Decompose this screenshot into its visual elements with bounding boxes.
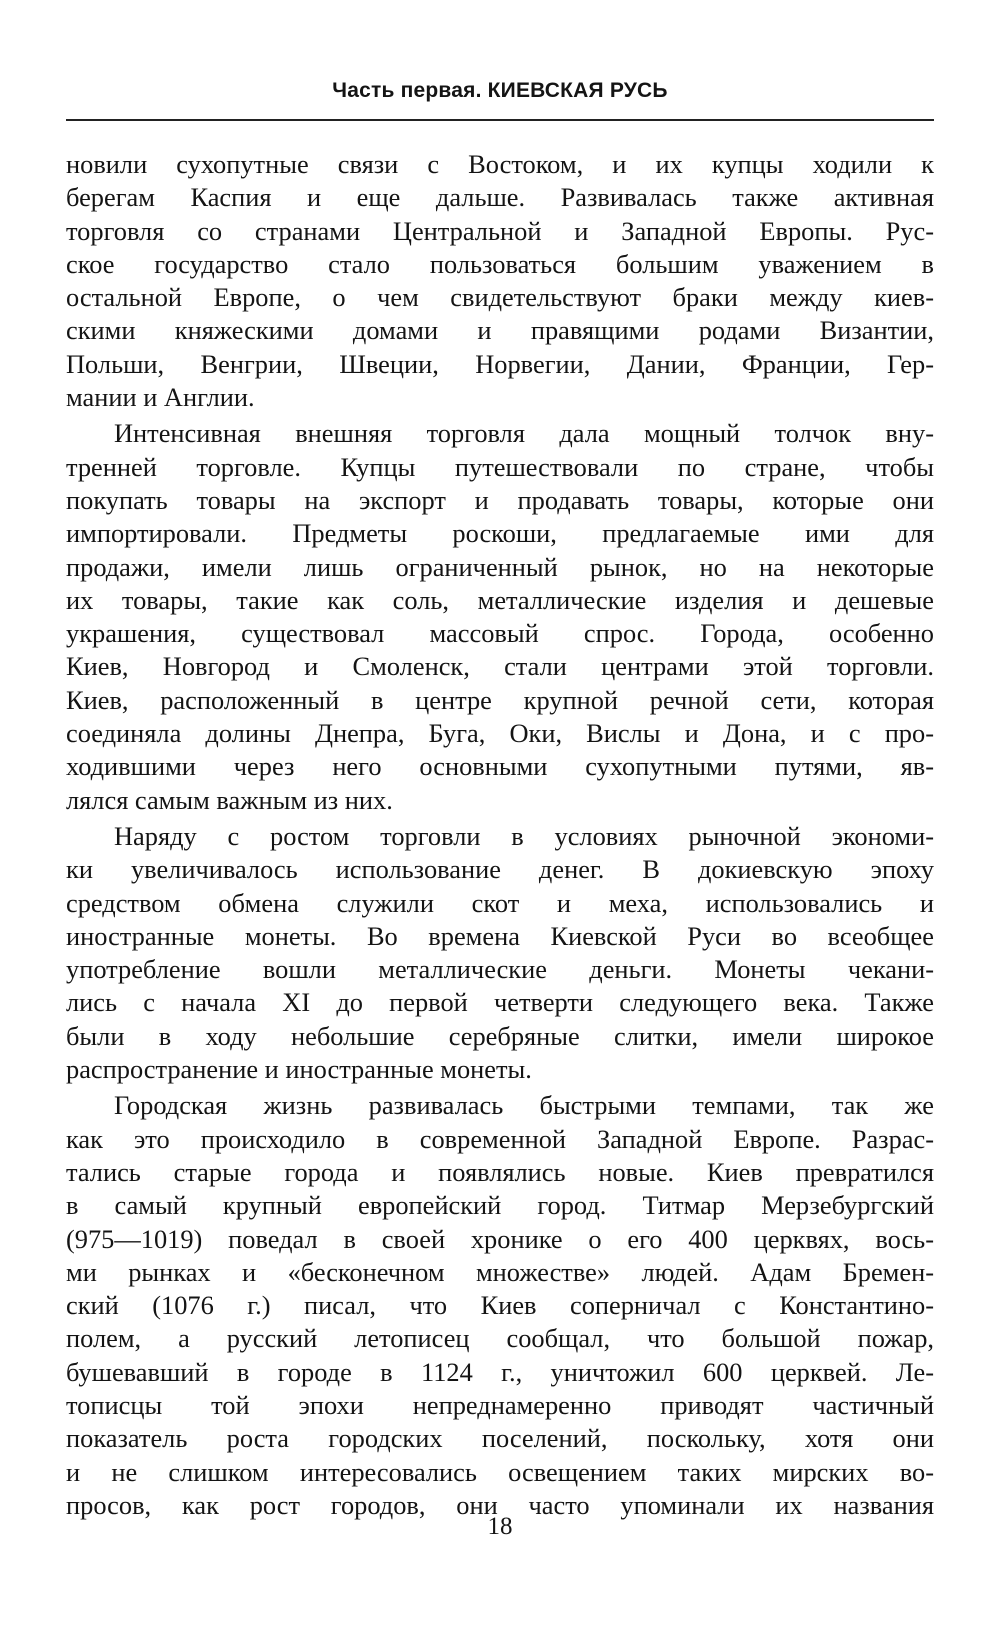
paragraph-2 bbox=[66, 417, 934, 817]
text-line: остальной Европе, о чем свидетельствуют браки между киев- bbox=[66, 282, 934, 313]
text-line: ходившими через него основными сухопутными путями, яв- bbox=[66, 751, 934, 782]
text-line: Киев, расположенный в центре крупной речной сети, которая bbox=[66, 684, 934, 715]
text-line: лись с начала XI до первой четверти следующего века. Также bbox=[66, 987, 934, 1018]
text-line: скими княжескими домами и правящими родами Византии, bbox=[66, 315, 934, 346]
text-line: в самый крупный европейский город. Титмар Мерзебургский bbox=[66, 1190, 934, 1221]
page-number: 18 bbox=[487, 1513, 513, 1540]
text-line: ское государство стало пользоваться большим уважением в bbox=[66, 248, 934, 279]
text-line: их товары, такие как соль, металлические изделия и дешевые bbox=[66, 584, 934, 615]
text-line: Интенсивная внешняя торговля дала мощный толчок вну- bbox=[114, 418, 934, 449]
text-line: (975—1019) поведал в своей хронике о его 400 церквях, вось- bbox=[66, 1223, 934, 1254]
text-line: как это происходило в современной Западной Европе. Разрас- bbox=[66, 1123, 934, 1154]
text-line: продажи, имели лишь ограниченный рынок, но на некоторые bbox=[66, 551, 934, 582]
header-rule bbox=[66, 119, 934, 121]
text-line: тренней торговле. Купцы путешествовали по стране, чтобы bbox=[66, 451, 934, 482]
text-line-last: мании и Англии. bbox=[66, 382, 255, 413]
text-line: тались старые города и появлялись новые. Киев превратился bbox=[66, 1156, 934, 1187]
text-line: Польши, Венгрии, Швеции, Норвегии, Дании, Франции, Гер- bbox=[66, 348, 934, 379]
text-line: ми рынках и «бесконечном множестве» людей. Адам Бремен- bbox=[66, 1256, 934, 1287]
text-line: употребление вошли металлические деньги. Монеты чекани- bbox=[66, 954, 934, 985]
text-line: средством обмена служили скот и меха, использовались и bbox=[66, 887, 934, 918]
text-line: новили сухопутные связи с Востоком, и их купцы ходили к bbox=[66, 149, 934, 179]
text-line: полем, а русский летописец сообщал, что большой пожар, bbox=[66, 1323, 934, 1354]
text-line: соединяла долины Днепра, Буга, Оки, Вислы и Дона, и с про- bbox=[66, 718, 934, 749]
text-line: и не слишком интересовались освещением таких мирских во- bbox=[66, 1456, 934, 1487]
text-line: ки увеличивалось использование денег. В докиевскую эпоху bbox=[66, 854, 934, 885]
text-line-last: распространение и иностранные монеты. bbox=[66, 1054, 532, 1085]
text-line: импортировали. Предметы роскоши, предлагаемые ими для bbox=[66, 518, 934, 549]
body-text bbox=[66, 148, 934, 1525]
text-line: покупать товары на экспорт и продавать товары, которые они bbox=[66, 484, 934, 515]
text-line: Наряду с ростом торговли в условиях рыночной экономи- bbox=[114, 820, 934, 851]
text-line-last: лялся самым важным из них. bbox=[66, 784, 393, 815]
text-line: были в ходу небольшие серебряные слитки, имели широкое bbox=[66, 1020, 934, 1051]
text-line: берегам Каспия и еще дальше. Развивалась также активная bbox=[66, 182, 934, 213]
text-line: Городская жизнь развивалась быстрыми темпами, так же bbox=[114, 1090, 934, 1121]
text-line: тописцы той эпохи непреднамеренно приводят частичный bbox=[66, 1389, 934, 1420]
text-line: ский (1076 г.) писал, что Киев соперничал с Константино- bbox=[66, 1290, 934, 1321]
text-line: Киев, Новгород и Смоленск, стали центрами этой торговли. bbox=[66, 651, 934, 682]
paragraph-4 bbox=[66, 1089, 934, 1522]
text-line: бушевавший в городе в 1124 г., уничтожил 600 церквей. Ле- bbox=[66, 1356, 934, 1387]
text-line: показатель роста городских поселений, поскольку, хотя они bbox=[66, 1423, 934, 1454]
text-line: торговля со странами Центральной и Западной Европы. Рус- bbox=[66, 215, 934, 246]
paragraph-1 bbox=[66, 148, 934, 414]
text-line: украшения, существовал массовый спрос. Города, особенно bbox=[66, 618, 934, 649]
text-line: иностранные монеты. Во времена Киевской Руси во всеобщее bbox=[66, 920, 934, 951]
text-line: просов, как рост городов, они часто упоминали их названия bbox=[66, 1489, 934, 1520]
paragraph-3 bbox=[66, 820, 934, 1086]
running-header: Часть первая. КИЕВСКАЯ РУСЬ bbox=[332, 79, 668, 102]
